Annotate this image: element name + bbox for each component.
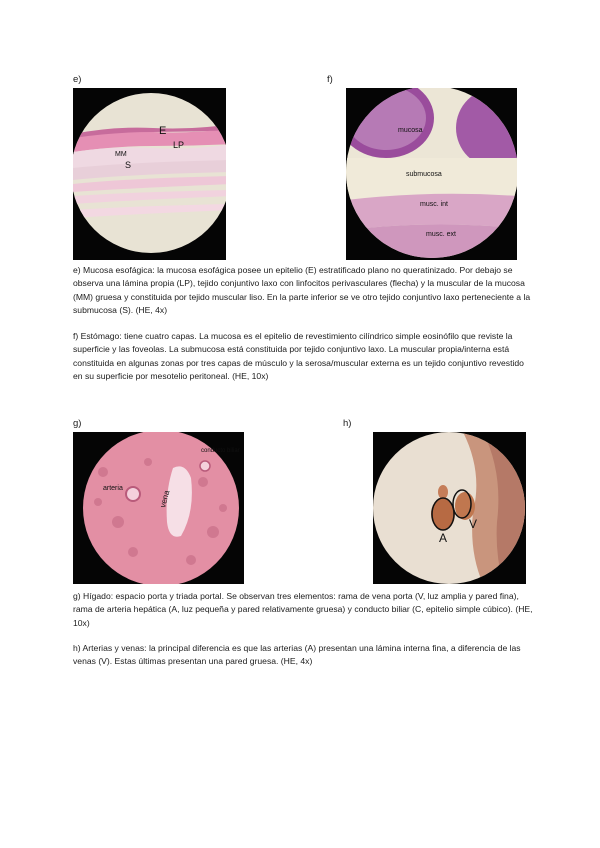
annotation-musc-int: musc. int xyxy=(420,201,449,208)
figure-e-micrograph xyxy=(73,88,226,260)
annotation-mucosa: mucosa xyxy=(398,127,423,134)
figure-e-label: e) xyxy=(73,74,82,85)
annotation-MM: MM xyxy=(115,151,127,158)
annotation-musc-ext: musc. ext xyxy=(426,231,456,238)
annotation-V: V xyxy=(469,517,478,531)
annotation-A: A xyxy=(439,531,448,545)
annotation-E: E xyxy=(159,125,167,137)
annotation-vena: vena xyxy=(158,489,172,509)
figure-f-micrograph xyxy=(346,88,517,260)
caption-f: f) Estómago: tiene cuatro capas. La mucosa es el epitelio de revestimiento cilíndrico simple eosinófilo que reviste la superficie y las foveolas. La submucosa está constituida por tejido conjuntivo laxo. La muscular propia/interna está constituida en algunas zonas por tres capas de músculo y la serosa/muscular externa es un tejido conjuntivo revestido en su superficie por mesotelio peritoneal. (HE, 10x) xyxy=(73,331,524,382)
figure-h-label: h) xyxy=(343,418,352,429)
figure-f-label: f) xyxy=(327,74,333,85)
annotation-S: S xyxy=(125,160,132,170)
caption-h: h) Arterias y venas: la principal diferencia es que las arterias (A) presentan una lámina interna fina, a diferencia de las venas (V). Estas últimas presentan una pared gruesa. (HE, 4x) xyxy=(73,643,521,667)
annotation-submucosa: submucosa xyxy=(406,171,442,178)
figure-g-micrograph xyxy=(73,432,244,584)
figure-h-micrograph xyxy=(373,432,526,584)
annotation-LP: LP xyxy=(173,140,185,150)
annotation-conducto-biliar: conducto biliar xyxy=(201,448,240,454)
caption-g: g) Hígado: espacio porta y triada portal. Se observan tres elementos: rama de vena porta (V, luz amplia y pared fina), rama de arteria hepática (A, luz pequeña y pared relativamente gruesa) y conducto biliar (C, epitelio simple cúbico). (HE, 10x) xyxy=(73,591,533,628)
caption-e: e) Mucosa esofágica: la mucosa esofágica posee un epitelio (E) estratificado plano no queratinizado. Por debajo se observa una lámina propia (LP), tejido conjuntivo laxo con linfocitos perivasculares (flecha) y la muscular de la mucosa (MM) gruesa y constituida por tejido muscular liso. En la parte inferior se ve otro tejido conjuntivo laxo perteneciente a la submucosa (S). (HE, 4x) xyxy=(73,265,531,316)
figure-g-label: g) xyxy=(73,418,82,429)
annotation-arteria: arteria xyxy=(103,485,123,492)
